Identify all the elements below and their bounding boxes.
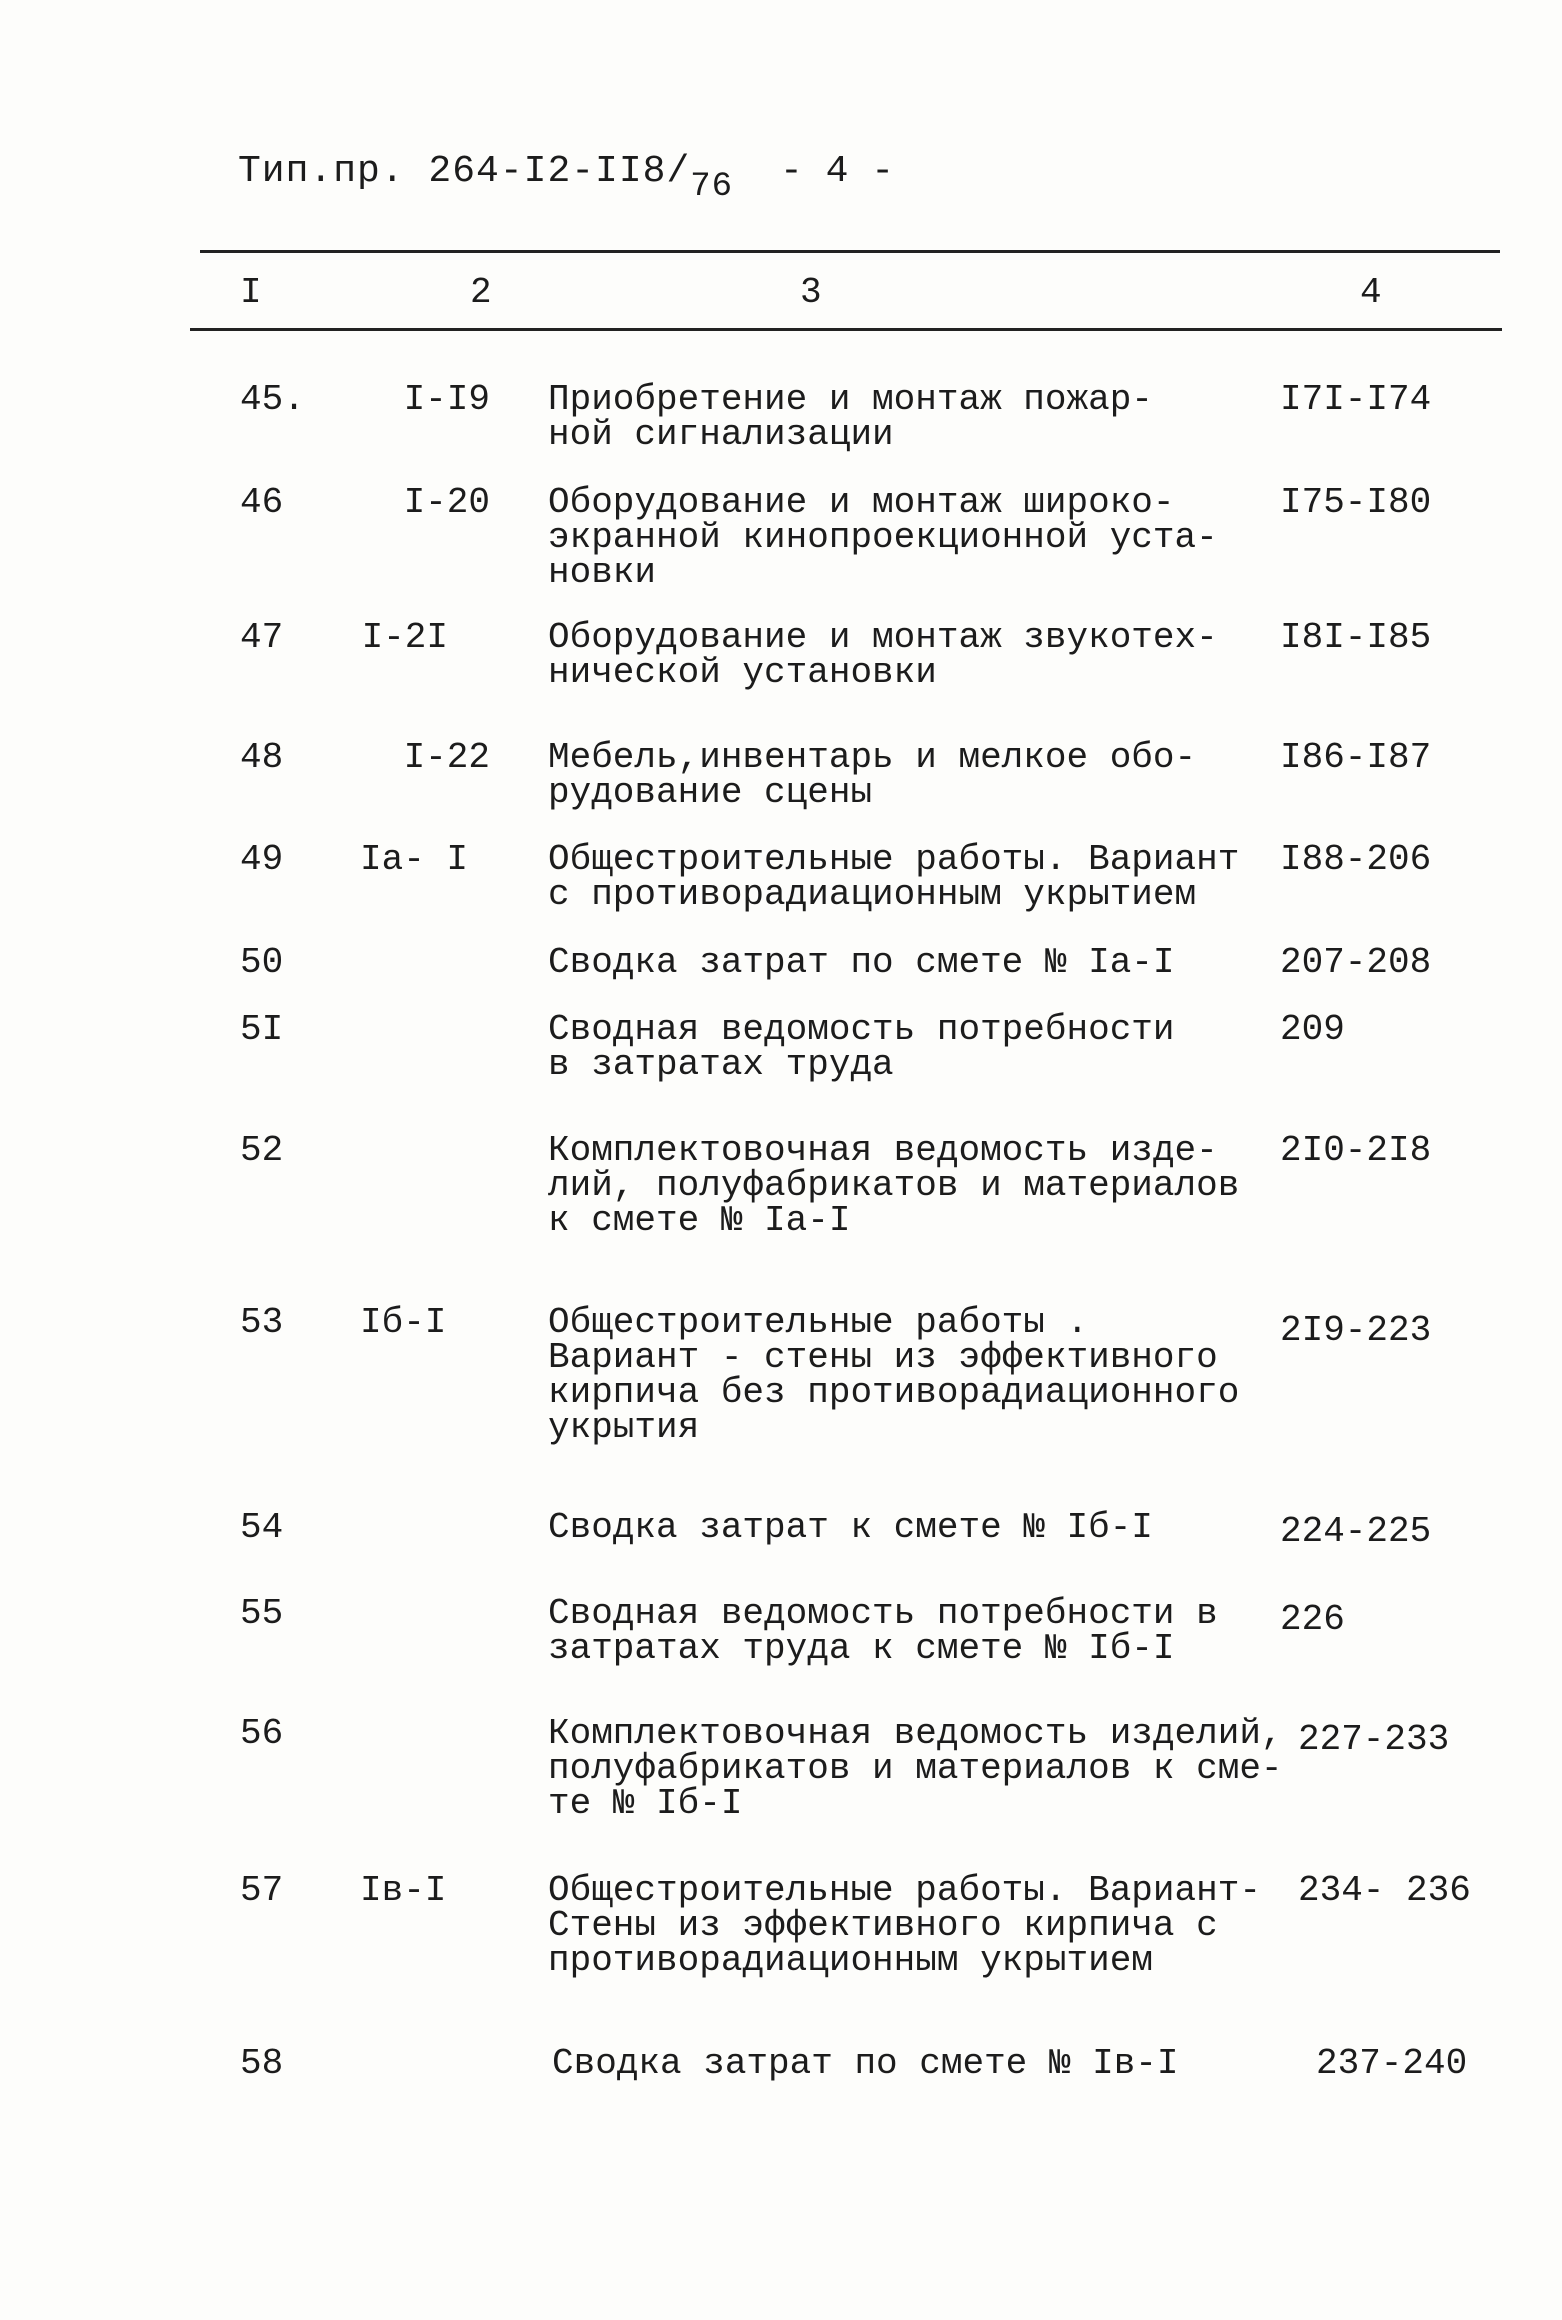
row-description: Сводка затрат по смете № Iв-I: [552, 2043, 1179, 2084]
row-description: Оборудование и монтаж широко- экранной кинопроекционной уста- новки: [548, 482, 1218, 593]
row-number: 56: [240, 1713, 284, 1754]
row-pages: I86-I87: [1280, 737, 1432, 778]
row-description: Сводка затрат к смете № Iб-I: [548, 1507, 1153, 1548]
row-pages: I8I-I85: [1280, 617, 1432, 658]
row-code: I-20: [403, 482, 490, 523]
row-code: I-22: [403, 737, 490, 778]
row-description: Комплектовочная ведомость изделий, полуфабрикатов и материалов к сме- те № Iб-I: [548, 1713, 1283, 1824]
row-description: Сводная ведомость потребности в затратах труда: [548, 1009, 1175, 1085]
row-pages: 209: [1280, 1009, 1345, 1050]
row-pages: 207-208: [1280, 942, 1432, 983]
document-code: [238, 150, 734, 206]
row-code: Iа- I: [360, 839, 469, 880]
row-pages: 226: [1280, 1599, 1345, 1640]
row-number: 58: [240, 2043, 284, 2084]
row-description: Общестроительные работы. Вариант с противорадиационным укрытием: [548, 839, 1240, 915]
row-code: Iб-I: [360, 1302, 447, 1343]
row-pages: 2I9-223: [1280, 1310, 1432, 1351]
row-code: I-2I: [361, 617, 448, 658]
row-number: 53: [240, 1302, 284, 1343]
row-description: Общестроительные работы . Вариант - стены из эффективного кирпича без противорадиационного укрытия: [548, 1302, 1240, 1448]
row-number: 46: [240, 482, 284, 523]
row-description: Сводная ведомость потребности в затратах труда к смете № Iб-I: [548, 1593, 1218, 1669]
row-number: 57: [240, 1870, 284, 1911]
row-code: Iв-I: [360, 1870, 447, 1911]
row-pages: 227-233: [1298, 1719, 1450, 1760]
table-top-rule: [200, 250, 1500, 253]
page-number: - 4 -: [780, 150, 895, 193]
column-header-1: I: [240, 272, 262, 313]
row-pages: 234- 236: [1298, 1870, 1471, 1911]
row-description: Приобретение и монтаж пожар- ной сигнализации: [548, 379, 1153, 455]
row-number: 50: [240, 942, 284, 983]
column-header-4: 4: [1360, 272, 1382, 313]
table-header-rule: [190, 328, 1502, 331]
row-pages: 224-225: [1280, 1511, 1432, 1552]
row-code: I-I9: [403, 379, 490, 420]
row-pages: 2I0-2I8: [1280, 1130, 1432, 1171]
row-number: 48: [240, 737, 284, 778]
row-pages: I75-I80: [1280, 482, 1432, 523]
row-number: 47: [240, 617, 284, 658]
row-pages: I88-206: [1280, 839, 1432, 880]
document-code-main: Тип.пр. 264-I2-II8/: [238, 150, 691, 193]
row-description: Мебель,инвентарь и мелкое обо- рудование сцены: [548, 737, 1197, 813]
row-number: 55: [240, 1593, 284, 1634]
row-description: Комплектовочная ведомость изде- лий, полуфабрикатов и материалов к смете № Iа-I: [548, 1130, 1240, 1241]
row-description: Сводка затрат по смете № Iа-I: [548, 942, 1175, 983]
column-header-2: 2: [470, 272, 492, 313]
row-number: 5I: [240, 1009, 284, 1050]
row-number: 45.: [240, 379, 305, 420]
row-pages: 237-240: [1316, 2043, 1468, 2084]
column-header-3: 3: [800, 272, 822, 313]
row-description: Общестроительные работы. Вариант- Стены из эффективного кирпича с противорадиационным укрытием: [548, 1870, 1261, 1981]
row-description: Оборудование и монтаж звукотех- нической установки: [548, 617, 1218, 693]
row-number: 52: [240, 1130, 284, 1171]
row-number: 49: [240, 839, 284, 880]
row-pages: I7I-I74: [1280, 379, 1432, 420]
row-number: 54: [240, 1507, 284, 1548]
document-code-year: 76: [690, 168, 734, 206]
